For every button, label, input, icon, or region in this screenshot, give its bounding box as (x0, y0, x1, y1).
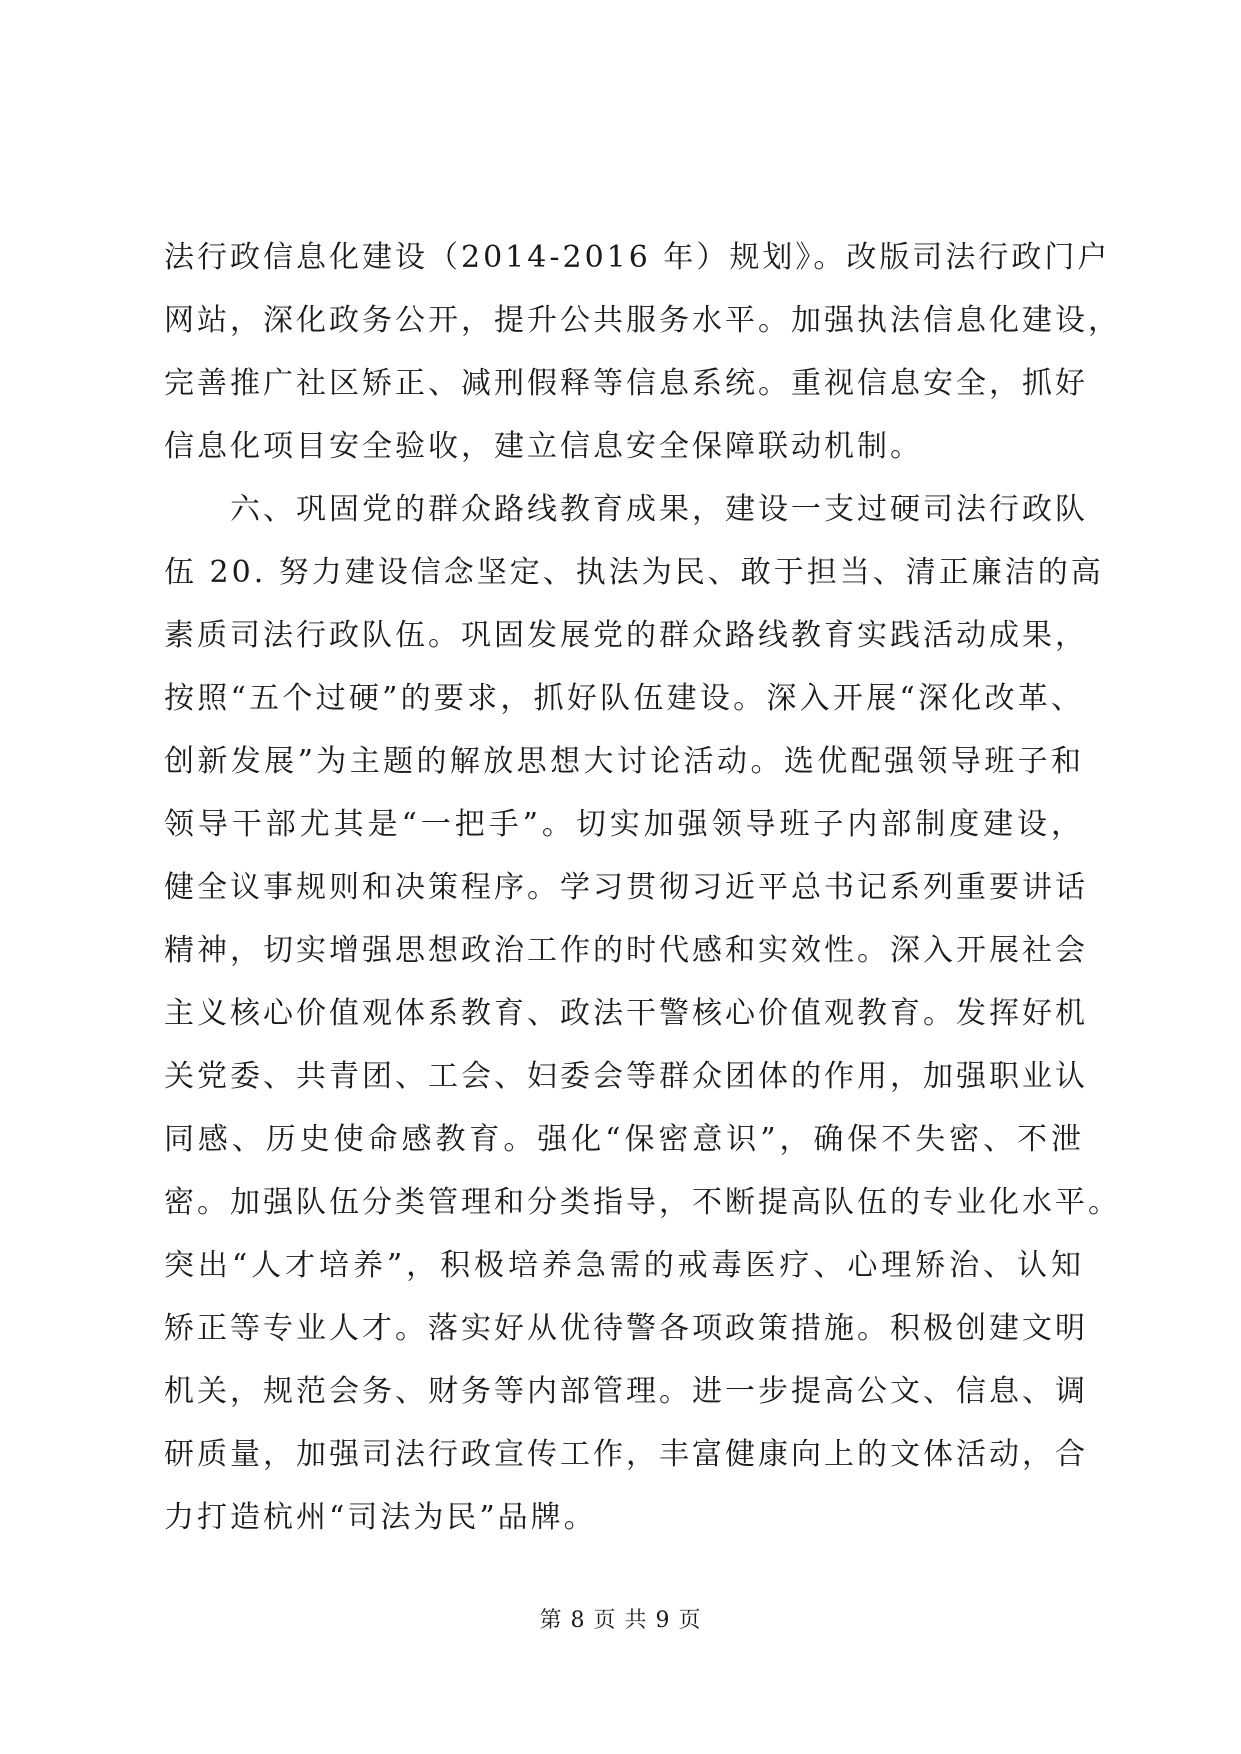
text-line: 关党委、共青团、工会、妇委会等群众团体的作用，加强职业认 (164, 1059, 1088, 1094)
section-heading-line: 六、巩固党的群众路线教育成果，建设一支过硬司法行政队 (164, 492, 1088, 527)
text-line: 力打造杭州“司法为民”品牌。 (164, 1500, 597, 1535)
text-line: 同感、历史使命感教育。强化“保密意识”，确保不失密、不泄 (164, 1122, 1084, 1157)
text-line: 密。加强队伍分类管理和分类指导，不断提高队伍的专业化水平。 (164, 1185, 1121, 1220)
text-line: 领导干部尤其是“一把手”。切实加强领导班子内部制度建设， (164, 807, 1084, 842)
text-line: 健全议事规则和决策程序。学习贯彻习近平总书记系列重要讲话 (164, 870, 1088, 905)
text-line: 法行政信息化建设（2014-2016 年）规划》。改版司法行政门户 (164, 240, 1111, 275)
text-line: 研质量，加强司法行政宣传工作，丰富健康向上的文体活动，合 (164, 1437, 1088, 1472)
text-line: 信息化项目安全验收，建立信息安全保障联动机制。 (164, 429, 923, 464)
text-line: 按照“五个过硬”的要求，抓好队伍建设。深入开展“深化改革、 (164, 681, 1084, 716)
text-line: 突出“人才培养”，积极培养急需的戒毒医疗、心理矫治、认知 (164, 1248, 1084, 1283)
page-footer (0, 1606, 1241, 1636)
text-line: 矫正等专业人才。落实好从优待警各项政策措施。积极创建文明 (164, 1311, 1088, 1346)
text-line: 创新发展”为主题的解放思想大讨论活动。选优配强领导班子和 (164, 744, 1084, 779)
text-line: 素质司法行政队伍。巩固发展党的群众路线教育实践活动成果， (164, 618, 1088, 653)
text-line: 主义核心价值观体系教育、政法干警核心价值观教育。发挥好机 (164, 996, 1088, 1031)
text-line: 完善推广社区矫正、减刑假释等信息系统。重视信息安全，抓好 (164, 366, 1088, 401)
page-number-label: 第 8 页 共 9 页 (539, 1608, 702, 1633)
text-line: 伍 20. 努力建设信念坚定、执法为民、敢于担当、清正廉洁的高 (164, 555, 1104, 590)
text-line: 机关，规范会务、财务等内部管理。进一步提高公文、信息、调 (164, 1374, 1088, 1409)
text-line: 网站，深化政务公开，提升公共服务水平。加强执法信息化建设， (164, 303, 1121, 338)
text-line: 精神，切实增强思想政治工作的时代感和实效性。深入开展社会 (164, 933, 1088, 968)
body-text (164, 226, 1121, 1549)
